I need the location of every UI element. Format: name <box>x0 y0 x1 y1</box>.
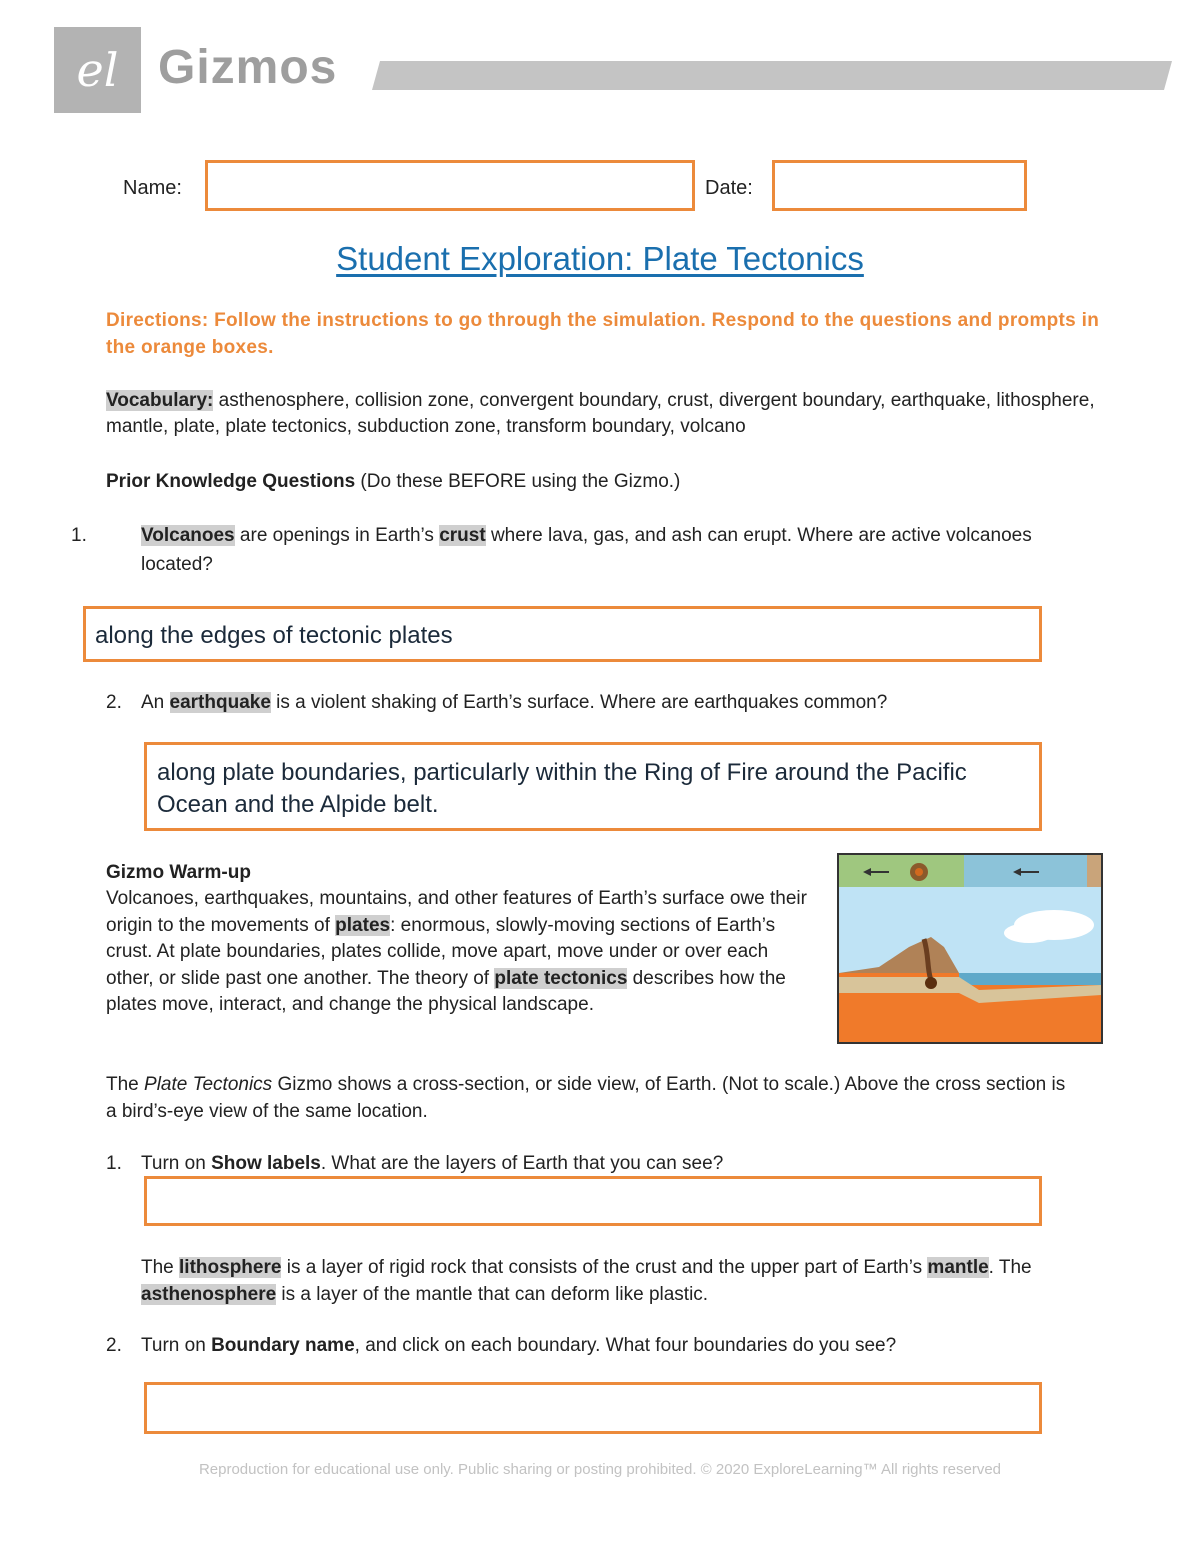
warmup-question-1 <box>106 1151 1106 1177</box>
logo-icon: el <box>76 43 119 97</box>
paragraph-text: is a layer of the mantle that can deform like plastic. <box>276 1284 709 1305</box>
warmup-heading: Gizmo Warm-up <box>106 862 251 883</box>
vocab-term: Volcanoes <box>141 525 235 546</box>
directions-text: Directions: Follow the instructions to go through the simulation. Respond to the questions and prompts in the orange boxes. <box>106 310 1100 358</box>
question-text: is a violent shaking of Earth’s surface. Where are earthquakes common? <box>270 692 888 713</box>
vocab-term: asthenosphere <box>141 1284 277 1305</box>
question-text: An <box>141 692 170 713</box>
question-number: 1. <box>106 1153 122 1174</box>
vocab-term: lithosphere <box>179 1257 282 1278</box>
vocab-term: earthquake <box>169 692 271 713</box>
prior-knowledge-heading <box>106 469 1106 495</box>
answer-text: along plate boundaries, particularly within the Ring of Fire around the Pacific Ocean and the Alpide belt. <box>157 759 967 818</box>
paragraph-text: . The <box>988 1257 1032 1278</box>
warmup-paragraph <box>106 886 816 1019</box>
question-number: 2. <box>106 1335 122 1356</box>
control-name: Boundary name <box>211 1335 355 1356</box>
date-label: Date: <box>705 177 753 199</box>
answer-text: along the edges of tectonic plates <box>95 622 453 649</box>
answer-box-warmup-2[interactable] <box>144 1382 1042 1434</box>
prior-knowledge-title: Prior Knowledge Questions <box>106 471 356 492</box>
lithosphere-note <box>141 1254 1041 1308</box>
prior-knowledge-note: (Do these BEFORE using the Gizmo.) <box>355 471 681 492</box>
name-field[interactable] <box>205 160 695 211</box>
header-bar <box>372 61 1172 90</box>
vocab-term: crust <box>439 525 486 546</box>
question-number: 1. <box>71 525 87 546</box>
gizmo-name: Plate Tectonics <box>144 1074 273 1095</box>
question-text: where lava, gas, and ash can erupt. Where are active volcanoes located? <box>141 525 1032 575</box>
answer-box-prior-2[interactable] <box>144 742 1042 831</box>
prior-question-1 <box>71 521 1101 579</box>
question-text: . What are the layers of Earth that you can see? <box>320 1153 724 1174</box>
paragraph-text: The <box>106 1074 145 1095</box>
plate-cross-section-illustration <box>839 855 1101 1042</box>
vocabulary-label: Vocabulary: <box>106 390 214 411</box>
vocabulary-paragraph <box>106 388 1106 440</box>
paragraph-text: Gizmo shows a cross-section, or side view, of Earth. (Not to scale.) Above the cross section is a bird’s-eye view of the same location. <box>106 1074 1066 1122</box>
paragraph-text: The <box>141 1257 180 1278</box>
control-name: Show labels <box>211 1153 321 1174</box>
question-text: Turn on <box>141 1335 212 1356</box>
gizmo-screenshot <box>837 853 1103 1044</box>
brand-name: Gizmos <box>158 41 338 94</box>
name-label: Name: <box>123 177 182 199</box>
prior-question-2 <box>106 690 1106 716</box>
page-title: Student Exploration: Plate Tectonics <box>336 240 864 277</box>
paragraph-text: describes how the plates move, interact, and change the physical landscape. <box>106 967 786 1015</box>
gizmo-intro-paragraph <box>106 1071 1066 1125</box>
vocabulary-list: asthenosphere, collision zone, convergent boundary, crust, divergent boundary, earthquake, lithosphere, mantle, plate, plate tectonics, subduction zone, transform boundary, volcano <box>106 390 1095 437</box>
vocab-term: plates <box>335 914 391 936</box>
answer-box-warmup-1[interactable] <box>144 1176 1042 1226</box>
vocab-term: plate tectonics <box>494 967 628 989</box>
question-number: 2. <box>106 692 122 713</box>
volcano-icon <box>910 863 928 881</box>
question-text: are openings in Earth’s <box>234 525 440 546</box>
footer-copyright: Reproduction for educational use only. Public sharing or posting prohibited. © 2020 ExploreLearning™ All rights reserved <box>198 1461 1002 1478</box>
paragraph-text: : enormous, slowly-moving sections of Earth’s crust. At plate boundaries, plates collide, move apart, move under or over each other, or slide past one another. The theory of <box>106 914 776 989</box>
date-field[interactable] <box>772 160 1027 211</box>
question-text: , and click on each boundary. What four boundaries do you see? <box>354 1335 897 1356</box>
question-text: Turn on <box>141 1153 212 1174</box>
answer-box-prior-1[interactable] <box>83 606 1042 662</box>
paragraph-text: Volcanoes, earthquakes, mountains, and other features of Earth’s surface owe their origin to the movements of <box>106 888 807 936</box>
warmup-question-2 <box>106 1333 1106 1359</box>
paragraph-text: is a layer of rigid rock that consists of the crust and the upper part of Earth’s <box>281 1257 928 1278</box>
vocab-term: mantle <box>927 1257 989 1278</box>
